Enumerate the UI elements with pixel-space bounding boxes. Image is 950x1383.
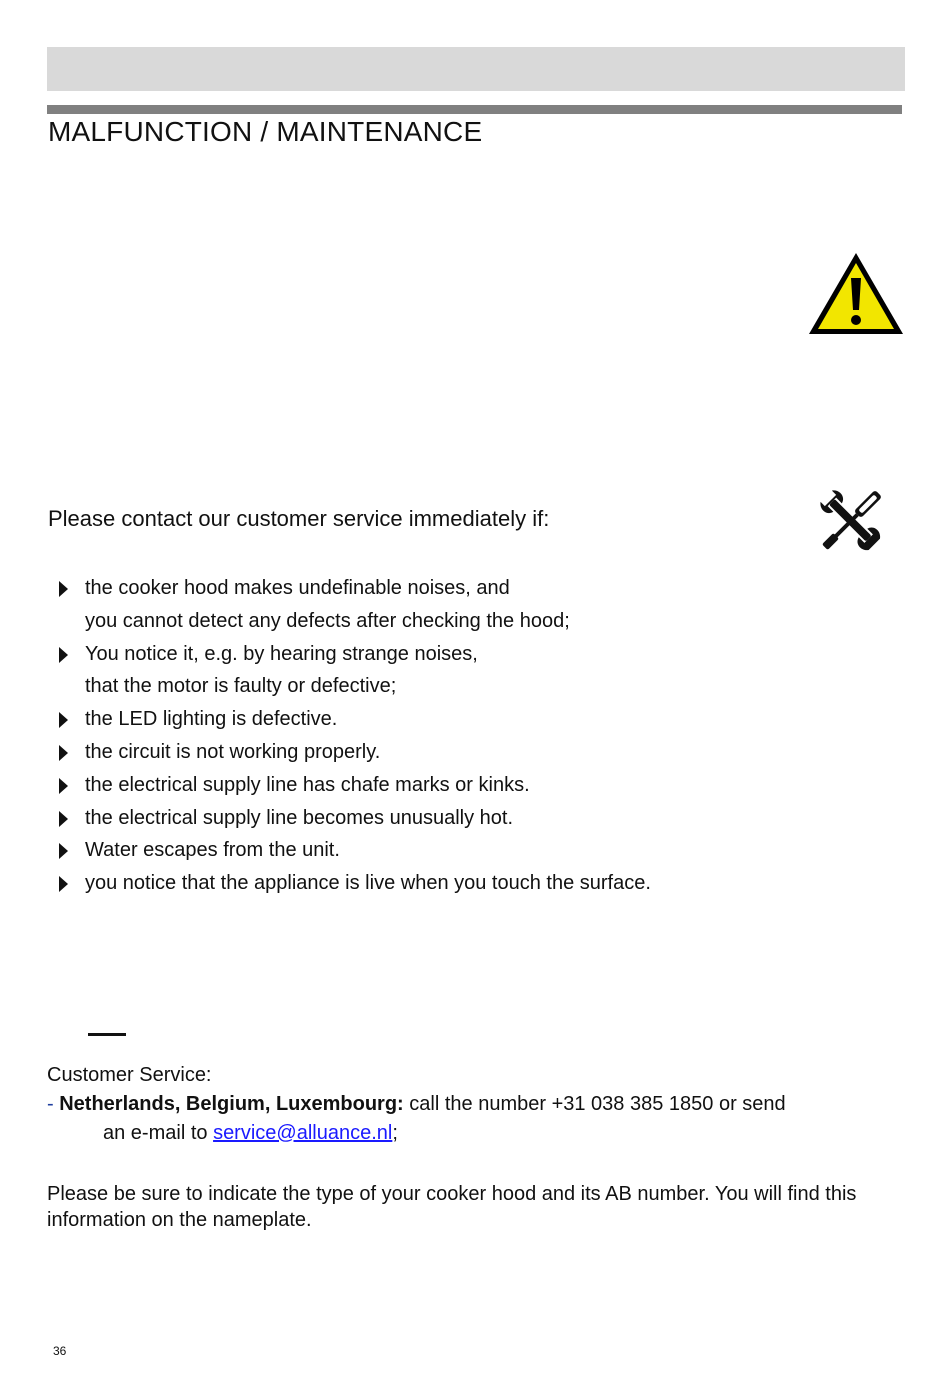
header-band <box>47 47 905 91</box>
list-item-text: You notice it, e.g. by hearing strange noises, <box>85 642 478 665</box>
list-item-text: you notice that the appliance is live when you touch the surface. <box>85 872 651 895</box>
list-item-text: the cooker hood makes undefinable noises, and <box>85 577 510 599</box>
customer-service-email-line <box>103 1120 398 1146</box>
list-item-text: Water escapes from the unit. <box>85 839 340 862</box>
bullet-arrow-icon <box>59 581 68 597</box>
list-item <box>55 867 815 900</box>
bullet-arrow-icon <box>59 647 68 663</box>
list-item <box>55 834 815 867</box>
list-item-text: the electrical supply line has chafe marks or kinks. <box>85 773 530 796</box>
bullet-arrow-icon <box>59 778 68 794</box>
title-rule <box>47 105 902 114</box>
list-item <box>55 736 815 769</box>
bullet-arrow-icon <box>59 811 68 827</box>
bullet-arrow-icon <box>59 745 68 761</box>
dash-mark <box>88 1033 126 1036</box>
bullet-arrow-icon <box>59 712 68 728</box>
warning-triangle-icon <box>806 250 906 338</box>
bullet-arrow-icon <box>59 843 68 859</box>
list-item-text: the LED lighting is defective. <box>85 708 338 731</box>
bullet-arrow-icon <box>59 876 68 892</box>
page-title: MALFUNCTION / MAINTENANCE <box>48 116 483 147</box>
customer-service-heading: Customer Service: <box>47 1064 212 1086</box>
list-item-text: the circuit is not working properly. <box>85 740 381 763</box>
customer-service-countries-line <box>47 1091 786 1117</box>
list-item <box>55 703 815 736</box>
email-link[interactable]: service@alluance.nl <box>213 1122 393 1144</box>
list-dash: - <box>47 1093 54 1115</box>
wrench-screwdriver-icon <box>810 480 892 562</box>
malfunction-list <box>55 572 815 900</box>
list-item <box>55 638 815 704</box>
call-text: call the number +31 038 385 1850 or send <box>403 1093 786 1115</box>
list-item <box>55 572 815 638</box>
list-item <box>55 802 815 835</box>
list-item-text: you cannot detect any defects after checking the hood; <box>85 609 570 632</box>
contact-intro: Please contact our customer service immediately if: <box>48 506 550 531</box>
page-number: 36 <box>53 1344 67 1358</box>
list-item-text: that the motor is faulty or defective; <box>85 675 397 698</box>
countries-label: Netherlands, Belgium, Luxembourg: <box>59 1093 404 1115</box>
list-item <box>55 769 815 802</box>
email-prefix: an e-mail to <box>103 1122 214 1144</box>
list-item-text: the electrical supply line becomes unusually hot. <box>85 806 514 829</box>
email-suffix: ; <box>392 1122 398 1144</box>
nameplate-note: Please be sure to indicate the type of your cooker hood and its AB number. You will find this information on the nameplate. <box>47 1183 857 1231</box>
